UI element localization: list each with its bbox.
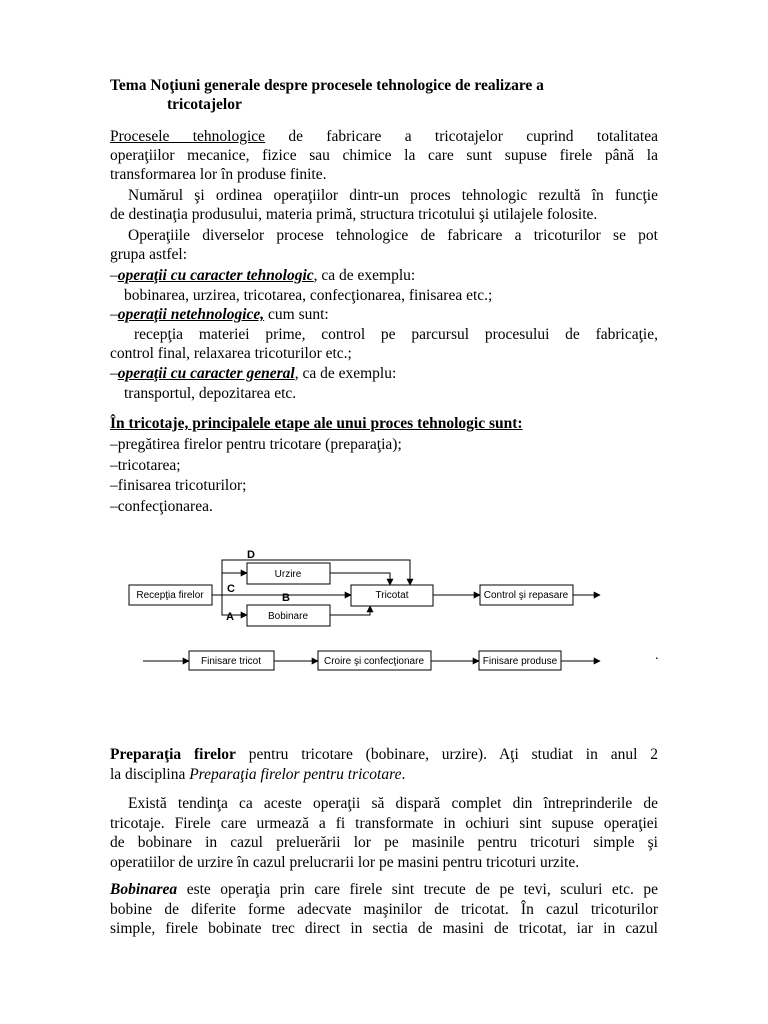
term-procesele-tehnologice: Procesele tehnologice (110, 128, 266, 145)
paragraph-tendinta (110, 794, 658, 872)
p2-line-1: Numărul şi ordinea operaţiilor dintr-un proces tehnologic rezultă în funcţie (128, 187, 658, 204)
p4-line-1 (110, 745, 658, 765)
p1-line-2: operaţiilor mecanice, fizice sau chimice la care sunt supuse firele până la (110, 147, 658, 164)
p1-lines (110, 146, 658, 185)
stage-item: –confecţionarea. (110, 498, 213, 516)
list-text: , ca de exemplu: (313, 267, 416, 284)
paragraph-processes (110, 127, 658, 146)
label-finisare-produse: Finisare produse (482, 656, 558, 667)
discipline-name: Preparaţia firelor pentru tricotare (189, 766, 402, 783)
paragraph-preparatia (110, 745, 658, 785)
label-bobinare: Bobinare (267, 611, 309, 622)
term-preparatia-firelor: Preparaţia firelor (110, 746, 236, 763)
document-title (110, 76, 544, 114)
group-item-netehnologic (110, 305, 658, 325)
p5-line-1: Există tendinţa ca aceste operaţii să dispară complet din întreprinderile de (128, 795, 658, 812)
paragraph-text: pentru tricotare (bobinare, urzire). Aţi studiat in anul 2 (235, 746, 658, 763)
label-finisare-tricot: Finisare tricot (200, 656, 262, 667)
paragraph-bobinarea (110, 880, 658, 939)
list-dash: – (110, 267, 118, 284)
list-text: cum sunt: (264, 306, 329, 324)
p5-line-2: tricotaje. Firele care urmează a fi transformate in ochiuri sint supuse operaţiei (110, 814, 658, 832)
p5-line-3: de bobinare in cazul preluerării lor pe masinile pentru tricoturi simple şi (110, 834, 658, 852)
list-text: , ca de exemplu: (294, 364, 397, 382)
title-line-2: tricotajelor (167, 96, 242, 113)
path-label-d: D (247, 549, 255, 561)
paragraph-text: de fabricare a tricotajelor cuprind totalitatea (265, 128, 658, 145)
group-item-tehnologic (110, 266, 658, 286)
p5-line-4: operatiilor de urzire în cazul prelucrarii lor pe masini pentru tricoturi urzite. (110, 853, 580, 871)
label-tricotat: Tricotat (375, 590, 409, 601)
p3-line-1: Operaţiile diverselor procese tehnologice de fabricare a tricoturilor se pot (128, 227, 658, 244)
group-detail-tehnologic: bobinarea, urzirea, tricotarea, confecţionarea, finisarea etc.; (124, 286, 493, 304)
path-label-a: A (226, 611, 234, 623)
label-receptie: Recepţia firelor (136, 590, 204, 601)
stage-item: –tricotarea; (110, 456, 181, 474)
p6-line-3: simple, firele bobinate trec direct in sectia de masini de tricotat, iar in cazul (110, 920, 658, 938)
term-operatii-netehnologice: operaţii netehnologice, (117, 306, 265, 324)
group-detail-netehnologic-1: recepţia materiei prime, control pe parcursul procesului de fabricaţie, (134, 325, 658, 343)
group-item-general (110, 364, 658, 384)
stages-heading: În tricotaje, principalele etape ale unui proces tehnologic sunt: (110, 415, 523, 432)
label-control: Control şi repasare (483, 590, 569, 601)
paragraph-order (110, 186, 658, 225)
paragraph-text: . (401, 766, 406, 783)
title-line-1: Tema Noţiuni generale despre procesele tehnologice de realizare a (110, 77, 544, 94)
term-operatii-tehnologic: operaţii cu caracter tehnologic (117, 267, 314, 284)
p6-line-2: bobine de diferite forme adecvate maşinilor de tricotat. În cazul tricoturilor (110, 900, 658, 918)
path-label-c: C (227, 583, 235, 595)
p1-line-3: transformarea lor în produse finite. (110, 166, 327, 184)
p2-line-2: de destinaţia produsului, materia primă, structura tricotului şi utilajele folosite. (110, 206, 598, 224)
group-detail-netehnologic-2: control final, relaxarea tricoturilor etc.; (110, 345, 352, 363)
trailing-dot: . (655, 648, 659, 663)
term-operatii-general: operaţii cu caracter general (117, 364, 295, 382)
stages-list (110, 414, 670, 518)
process-flow-diagram (0, 540, 768, 680)
p4-line-2 (110, 765, 658, 785)
p3-line-2: grupa astfel: (110, 246, 188, 264)
operation-groups-list (110, 266, 658, 403)
stage-item: –pregătirea firelor pentru tricotare (preparaţia); (110, 435, 402, 453)
label-croire: Croire şi confecţionare (323, 656, 425, 667)
term-bobinarea: Bobinarea (110, 881, 178, 898)
group-detail-general: transportul, depozitarea etc. (124, 384, 297, 402)
paragraph-text: la disciplina (110, 766, 190, 783)
list-dash: – (110, 306, 118, 324)
label-urzire: Urzire (274, 569, 302, 580)
paragraph-text: este operaţia prin care firele sint trecute de pe tevi, sculuri etc. pe (177, 881, 658, 898)
stage-item: –finisarea tricoturilor; (110, 477, 247, 495)
list-dash: – (110, 364, 118, 382)
paragraph-grouping (110, 226, 658, 265)
p6-line-1 (110, 880, 658, 900)
path-label-b: B (282, 592, 290, 604)
